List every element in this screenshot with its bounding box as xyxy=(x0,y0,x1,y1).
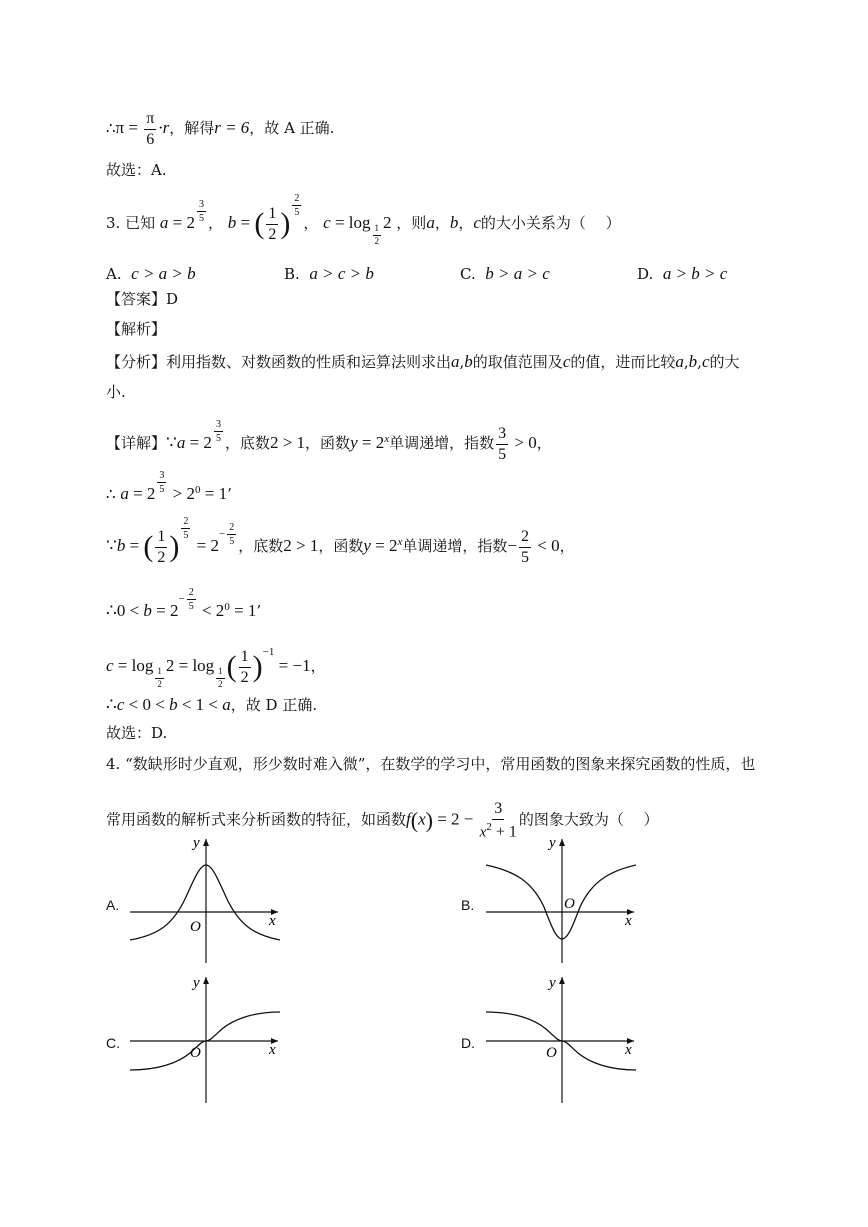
graph-b-label: B. xyxy=(461,897,475,913)
detail-line-4: ∴0 < $b = 2^{- \frac{2}{5}}$ < $2^0 = 1$’ xyxy=(106,587,262,621)
question-4-line-1: 4. “数缺形时少直观，形少数时难入微”，在数学的学习中，常用函数的图象来探究函数的性质，也 xyxy=(106,755,756,773)
detail-line-1: 【详解】∵a = 2 $^{\frac{3}{5}}$ ，底数2 > 1，函数$y = 2^x$单调递增，指数 $\frac{3}{5}$ > 0， xyxy=(106,419,552,463)
svg-text:x: x xyxy=(269,913,276,929)
fraction-pi-6: $\frac{\pi}{6}$ xyxy=(146,110,155,148)
option-b: B. a > c > b xyxy=(284,264,374,283)
option-a: A. c > a > b xyxy=(106,264,196,283)
choose-d-line: 故选：D. xyxy=(106,724,168,742)
svg-text:O: O xyxy=(190,1045,201,1061)
conclusion-line: ∴c < 0 < b < 1 < a，故 D 正确. xyxy=(106,695,318,714)
analysis-text: 【分析】利用指数、对数函数的性质和运算法则求出a,b的取值范围及c的值，进而比较a,b,c的大 xyxy=(106,352,740,371)
choose-a-line: 故选：A. xyxy=(106,161,167,179)
svg-text:O: O xyxy=(546,1045,557,1061)
graph-b xyxy=(484,835,639,965)
analysis-header: 【解析】 xyxy=(106,320,167,338)
svg-text:y: y xyxy=(549,835,556,851)
therefore-symbol: ∴ xyxy=(106,119,116,138)
graph-d-label: D. xyxy=(461,1035,475,1051)
svg-text:O: O xyxy=(190,919,201,935)
svg-text:x: x xyxy=(625,1042,632,1058)
svg-text:x: x xyxy=(625,913,632,929)
svg-text:y: y xyxy=(193,835,200,851)
graph-d xyxy=(484,973,639,1105)
detail-line-5: c = log $_{\frac{1}{2}}$ 2 = log $_{\frac{1}{2}}$ ( $\frac{1}{2}$ )$^{-1}$ = −1， xyxy=(106,646,326,690)
question-3: 3. 已知 a = 2 $^{\frac{3}{5}}$ ， b = ( $\frac{1}{2}$ ) $^{\frac{2}{5}}$ ， c = log $_{\frac{1}{2}}$ 2 ，则a，b，c的大小关系为（ ） xyxy=(106,193,621,247)
graph-c xyxy=(128,973,283,1105)
analysis-text-2: 小. xyxy=(106,383,126,401)
svg-text:y: y xyxy=(193,975,200,991)
detail-line-3: ∵b = ( $\frac{1}{2}$ ) $^{\frac{2}{5}}$ = $2^{- \frac{2}{5}}$ ，底数2 > 1，函数$y = 2^x$单调递增，指数− $\frac{2}{5}$ < 0， xyxy=(106,516,575,566)
question-4-line-2: 常用函数的解析式来分析函数的特征，如函数f(x) = 2 − $\frac{3}{x^2 + 1}$ 的图象大致为（ ） xyxy=(106,800,659,840)
solution-line-1: ∴π = $\frac{\pi}{6}$ ·r，解得r = 6，故 A 正确. xyxy=(106,110,335,148)
option-c: C. b > a > c xyxy=(460,264,550,283)
answer-line: 【答案】D xyxy=(106,290,179,308)
svg-text:O: O xyxy=(564,896,575,912)
graph-a-label: A. xyxy=(106,897,120,913)
graph-c-label: C. xyxy=(106,1035,120,1051)
graph-a xyxy=(128,835,283,965)
option-d: D. a > b > c xyxy=(637,264,728,283)
detail-line-2: ∴ a = 2 $^{\frac{3}{5}}$ > $2^0 = 1$’ xyxy=(106,470,232,504)
svg-text:x: x xyxy=(269,1042,276,1058)
svg-text:y: y xyxy=(549,975,556,991)
